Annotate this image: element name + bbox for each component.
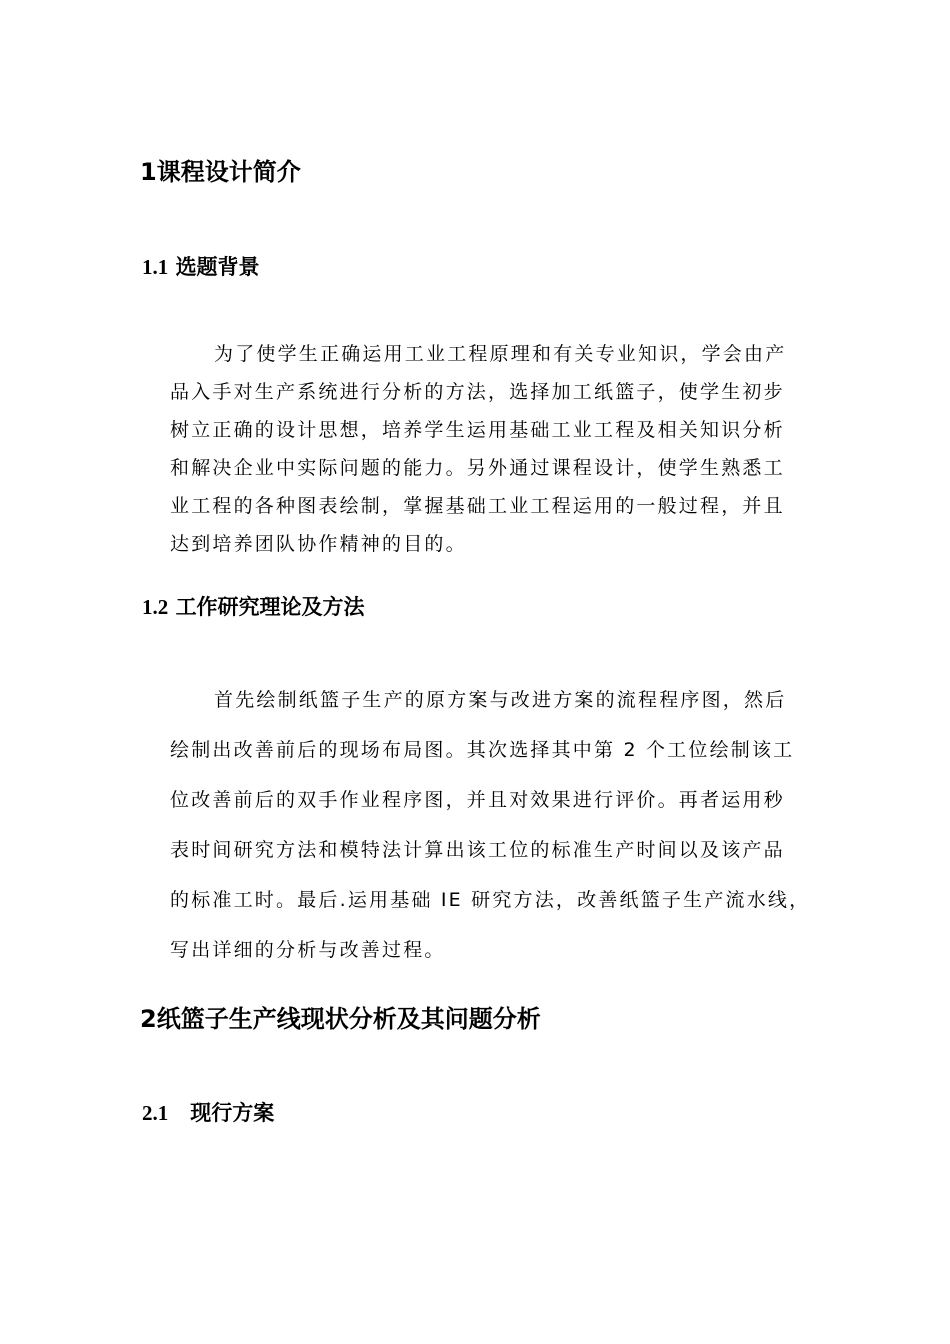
section-1-2-paragraph <box>170 675 835 975</box>
paragraph-line: 的标准工时。最后.运用基础 IE 研究方法，改善纸篮子生产流水线， <box>170 889 811 911</box>
paragraph-line: 业工程的各种图表绘制，掌握基础工业工程运用的一般过程，并且 <box>170 495 785 517</box>
paragraph-line: 表时间研究方法和模特法计算出该工位的标准生产时间以及该产品 <box>170 839 785 861</box>
section-2-1-number: 2.1 <box>142 1101 169 1125</box>
section-1-2-heading <box>142 593 365 621</box>
paragraph-line: 首先绘制纸篮子生产的原方案与改进方案的流程程序图，然后 <box>214 689 787 711</box>
paragraph-line: 写出详细的分析与改善过程。 <box>170 939 446 961</box>
section-1-1-paragraph <box>170 335 835 563</box>
paragraph-line: 和解决企业中实际问题的能力。另外通过课程设计，使学生熟悉工 <box>170 457 785 479</box>
section-1-1-heading <box>142 253 260 281</box>
section-1-1-title: 选题背景 <box>175 255 260 279</box>
chapter-1-heading <box>140 157 301 187</box>
section-2-1-title: 现行方案 <box>190 1101 275 1125</box>
chapter-2-heading-text: 2纸篮子生产线现状分析及其问题分析 <box>140 1005 541 1033</box>
paragraph-line: 绘制出改善前后的现场布局图。其次选择其中第 2 个工位绘制该工 <box>170 739 795 761</box>
section-1-2-number: 1.2 <box>142 595 169 619</box>
section-1-2-title: 工作研究理论及方法 <box>175 595 365 619</box>
paragraph-line: 位改善前后的双手作业程序图，并且对效果进行评价。再者运用秒 <box>170 789 785 811</box>
section-2-1-heading <box>142 1099 274 1127</box>
section-1-1-number: 1.1 <box>142 255 169 279</box>
paragraph-line: 达到培养团队协作精神的目的。 <box>170 533 467 555</box>
chapter-2-heading <box>140 1004 541 1034</box>
chapter-1-heading-text: 1课程设计简介 <box>140 158 301 186</box>
paragraph-line: 品入手对生产系统进行分析的方法，选择加工纸篮子，使学生初步 <box>170 381 785 403</box>
paragraph-line: 为了使学生正确运用工业工程原理和有关专业知识，学会由产 <box>214 343 787 365</box>
paragraph-line: 树立正确的设计思想，培养学生运用基础工业工程及相关知识分析 <box>170 419 785 441</box>
